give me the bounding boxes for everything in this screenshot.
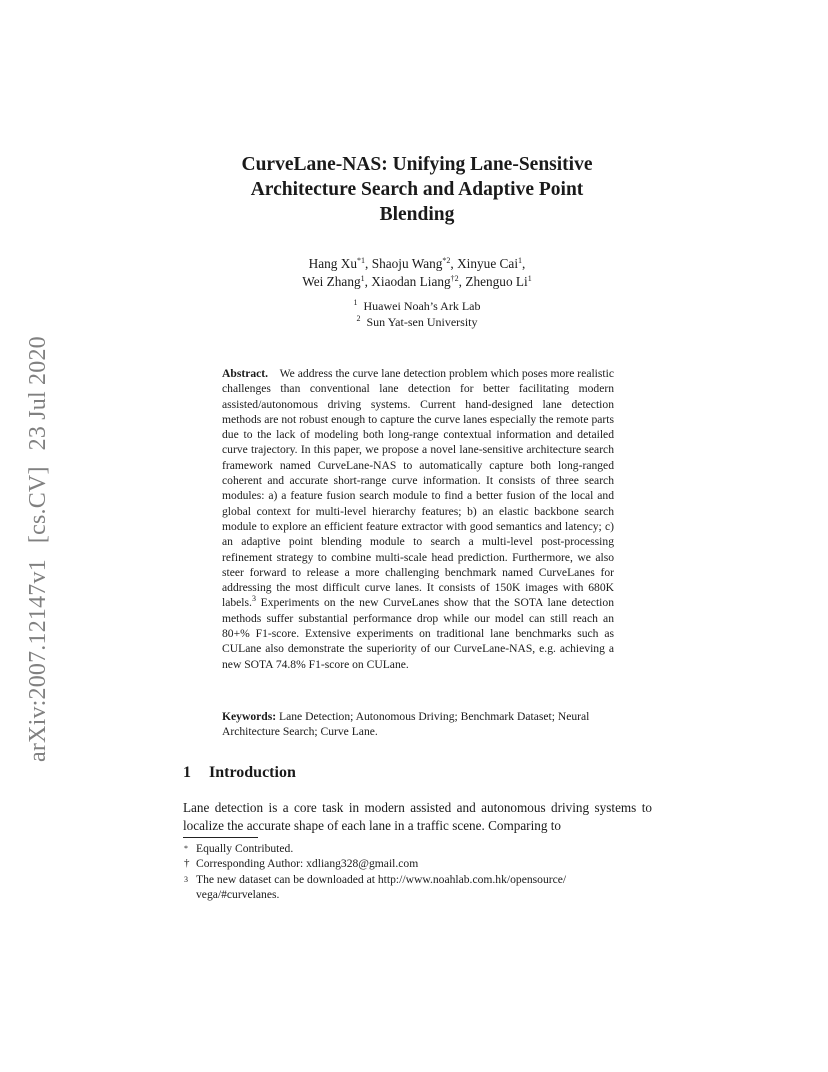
footnote-1 (183, 841, 652, 856)
keywords-label: Keywords: (222, 710, 277, 723)
affiliation-1 (150, 298, 684, 314)
author-line-1: Hang Xu$^{*1}$, Shaoju Wang$^{*2}$, Xinyue Cai$^1$, (308, 256, 526, 271)
author-name: Xinyue Cai (457, 256, 519, 271)
author-line-2: Wei Zhang$^1$, Xiaodan Liang$^{\dagger 2}$, Zhenguo Li$^1$ (302, 274, 532, 289)
author-affil-mark: *2 (442, 256, 451, 265)
keywords (222, 709, 614, 740)
affiliations (150, 298, 684, 330)
arxiv-id: arXiv:2007.12147v1 (25, 559, 51, 762)
arxiv-category: [cs.CV] (25, 466, 51, 544)
affiliation-number: 2 (356, 314, 361, 323)
author-name: Xiaodan Liang (371, 274, 451, 289)
title-line-3: Blending (379, 204, 455, 225)
author-list (150, 255, 684, 291)
footnote-mark: * (184, 844, 188, 853)
footnote-ref: 3 (251, 594, 256, 604)
paper-title (150, 152, 684, 227)
footnote-text: Corresponding Author: xdliang328@gmail.com (196, 857, 419, 871)
author-name: Hang Xu (308, 256, 358, 271)
arxiv-stamp (22, 292, 54, 762)
footnote-mark: † (184, 857, 190, 870)
abstract-text-cont: Experiments on the new CurveLanes show that the SOTA lane detection methods suffer substantial performance drop while our model can still reach an 80+% F1-score. Extensive experiments on traditional lane benchmarks such as CULane also demonstrate the superiority of our CurveLane-NAS, e.g. achieving a new SOTA 74.8% F1-score on CULane. (222, 596, 614, 671)
section-title: Introduction (209, 764, 296, 781)
author-affil-mark: *1 (357, 256, 366, 265)
footnote-3-continued: vega/#curvelanes. (196, 888, 280, 902)
footnote-text: The new dataset can be downloaded at http://www.noahlab.com.hk/opensource/ (196, 872, 567, 886)
affiliation-name: Sun Yat-sen University (366, 315, 478, 329)
author-name: Wei Zhang (302, 274, 361, 289)
section-heading (183, 764, 296, 782)
author-affil-mark: 1 (527, 274, 532, 283)
footnote-2 (183, 856, 652, 871)
title-line-2: Architecture Search and Adaptive Point (250, 179, 584, 200)
arxiv-date: 23 Jul 2020 (25, 336, 51, 451)
affiliation-name: Huawei Noah’s Ark Lab (363, 299, 481, 313)
footnote-text: Equally Contributed. (196, 842, 294, 855)
section-number: 1 (183, 764, 191, 781)
abstract (222, 366, 614, 672)
footnote-3 (183, 872, 652, 887)
title-line-1: CurveLane-NAS: Unifying Lane-Sensitive (241, 154, 593, 175)
footnote-mark: 3 (184, 874, 188, 884)
author-name: Zhenguo Li (465, 274, 528, 289)
abstract-text: We address the curve lane detection problem which poses more realistic challenges than conventional lane detection for better facilitating modern assisted/autonomous driving systems. Current hand-designed lane detection methods are not robust enough to capture the curve lanes especially the remote parts due to the lack of modeling both long-range contextual information and detailed curve trajectory. In this paper, we propose a novel lane-sensitive architecture search framework named CurveLane-NAS to automatically capture both long-ranged coherent and accurate short-range curve information. It consists of three search modules: a) a feature fusion search module to find a better fusion of the local and global context for multi-level hierarchy features; b) an elastic backbone search module to explore an efficient feature extractor with good semantics and latency; c) an adaptive point blending module to search a multi-level post-processing refinement strategy to combine multi-scale head prediction. Furthermore, we also steer forward to release a more challenging benchmark named CurveLanes for addressing the most difficult curve lanes. It consists of 150K images with 680K labels. (222, 367, 615, 610)
author-affil-mark: †2 (450, 274, 459, 283)
keywords-text: Lane Detection; Autonomous Driving; Benchmark Dataset; Neural Architecture Search; Curve Lane. (222, 710, 590, 739)
author-affil-mark: 1 (518, 256, 523, 265)
intro-paragraph: Lane detection is a core task in modern assisted and autonomous driving systems to localize the accurate shape of each lane in a traffic scene. Comparing to (183, 800, 652, 833)
author-name: Shaoju Wang (371, 256, 443, 271)
abstract-label: Abstract. (222, 367, 269, 380)
affiliation-2 (150, 314, 684, 330)
footnotes (183, 841, 652, 903)
affiliation-number: 1 (353, 298, 358, 307)
footnote-rule (183, 837, 258, 838)
author-affil-mark: 1 (360, 274, 365, 283)
